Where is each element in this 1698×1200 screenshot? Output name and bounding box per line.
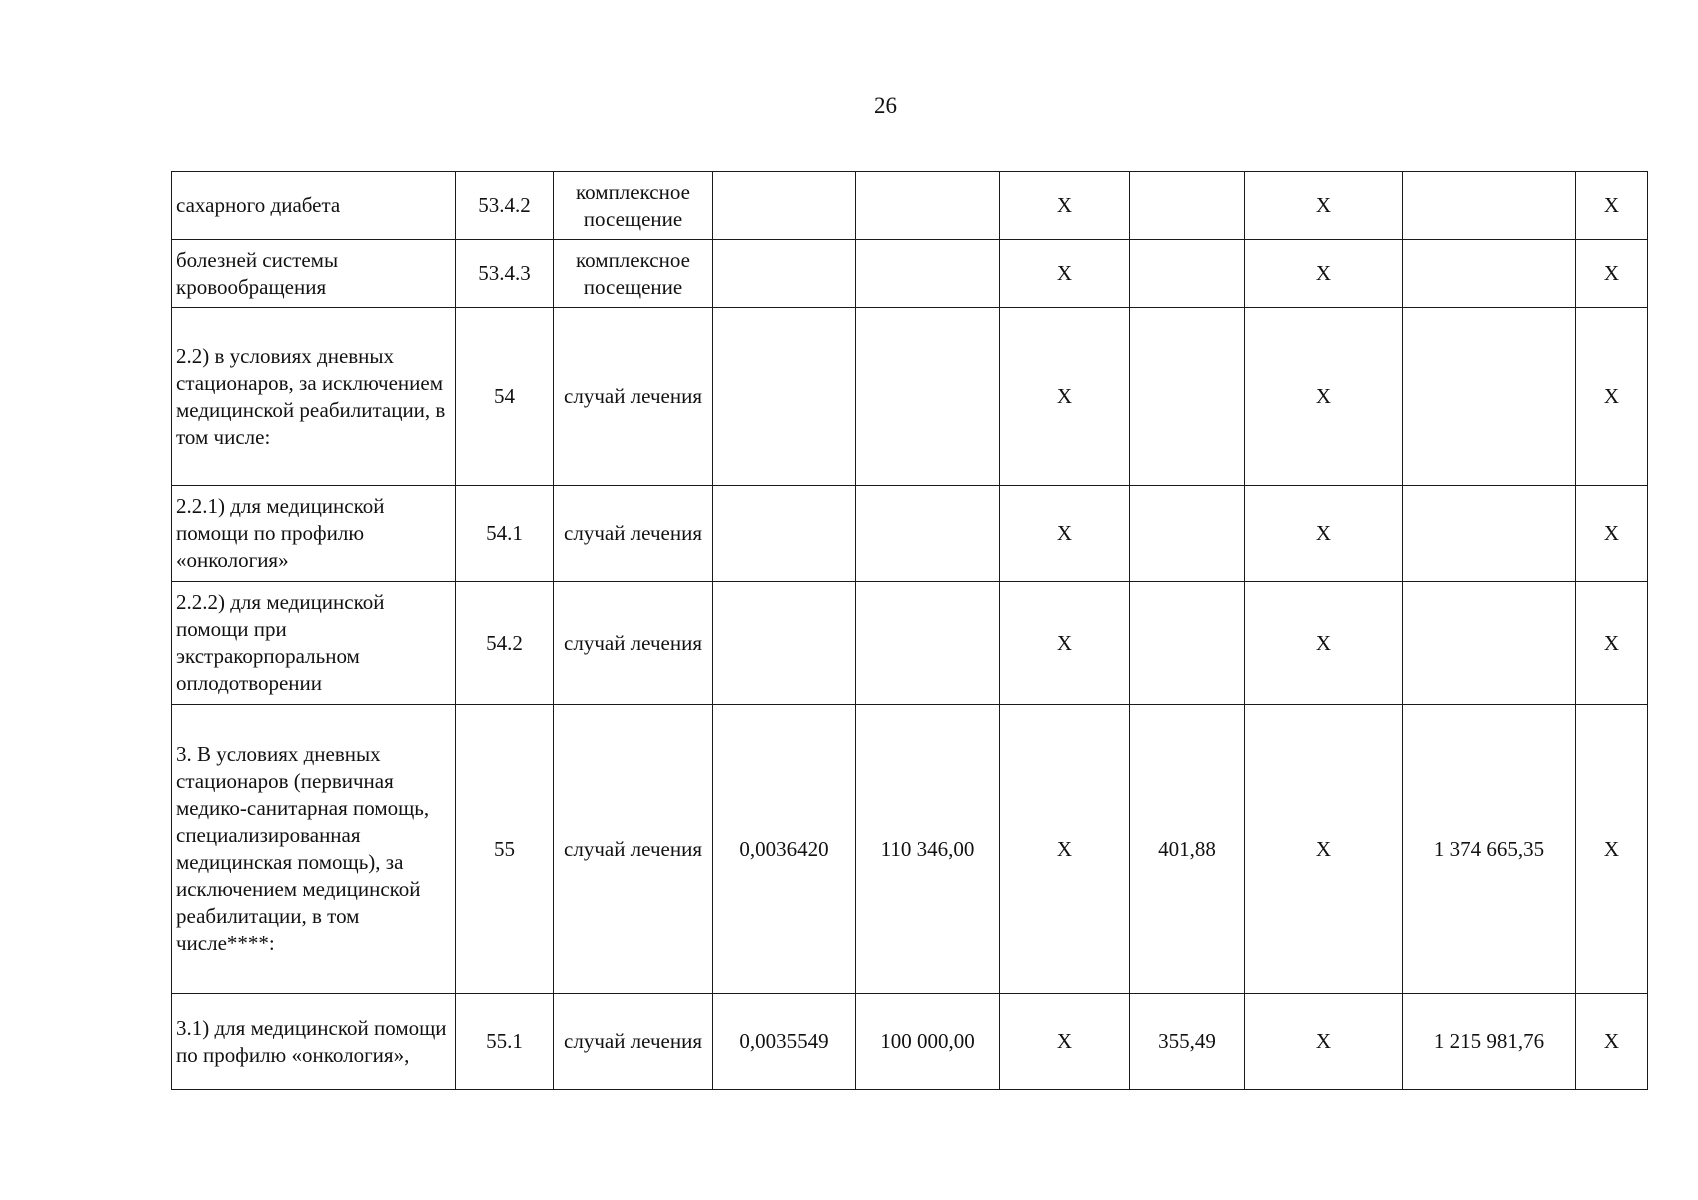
row-x3: X bbox=[1576, 172, 1648, 240]
row-name: 3. В условиях дневных стационаров (первичная медико-санитарная помощь, специализированная медицинская помощь), за исключением медицинской реабилитации, в том числе****: bbox=[172, 705, 456, 994]
row-x3: X bbox=[1576, 308, 1648, 486]
row-code: 54 bbox=[456, 308, 554, 486]
row-x3: X bbox=[1576, 994, 1648, 1090]
page-number: 26 bbox=[874, 93, 897, 118]
row-total bbox=[1403, 172, 1576, 240]
row-x3: X bbox=[1576, 486, 1648, 582]
row-code: 53.4.3 bbox=[456, 240, 554, 308]
table-row bbox=[172, 240, 1648, 308]
row-name: 2.2) в условиях дневных стационаров, за исключением медицинской реабилитации, в том числе: bbox=[172, 308, 456, 486]
row-code: 54.2 bbox=[456, 582, 554, 705]
table-row bbox=[172, 705, 1648, 994]
row-x3: X bbox=[1576, 582, 1648, 705]
row-name: болезней системы кровообращения bbox=[172, 240, 456, 308]
row-cost: 110 346,00 bbox=[856, 705, 1000, 994]
row-code: 54.1 bbox=[456, 486, 554, 582]
row-unit: случай лечения bbox=[554, 486, 713, 582]
row-x1: X bbox=[1000, 486, 1130, 582]
row-total bbox=[1403, 582, 1576, 705]
row-total: 1 215 981,76 bbox=[1403, 994, 1576, 1090]
row-cost: 100 000,00 bbox=[856, 994, 1000, 1090]
row-total bbox=[1403, 308, 1576, 486]
row-x1: X bbox=[1000, 994, 1130, 1090]
row-cost bbox=[856, 172, 1000, 240]
row-x2: X bbox=[1245, 705, 1403, 994]
row-per-capita bbox=[1130, 486, 1245, 582]
row-total bbox=[1403, 240, 1576, 308]
row-x2: X bbox=[1245, 172, 1403, 240]
row-code: 55.1 bbox=[456, 994, 554, 1090]
row-name: 2.2.1) для медицинской помощи по профилю «онкология» bbox=[172, 486, 456, 582]
row-x1: X bbox=[1000, 582, 1130, 705]
row-norm bbox=[713, 172, 856, 240]
row-x2: X bbox=[1245, 308, 1403, 486]
row-x2: X bbox=[1245, 994, 1403, 1090]
row-unit: комплексное посещение bbox=[554, 240, 713, 308]
table-row bbox=[172, 582, 1648, 705]
row-per-capita bbox=[1130, 240, 1245, 308]
row-unit: случай лечения bbox=[554, 705, 713, 994]
row-x2: X bbox=[1245, 582, 1403, 705]
table-body bbox=[172, 172, 1648, 1090]
row-per-capita: 401,88 bbox=[1130, 705, 1245, 994]
row-name: 2.2.2) для медицинской помощи при экстракорпоральном оплодотворении bbox=[172, 582, 456, 705]
row-per-capita: 355,49 bbox=[1130, 994, 1245, 1090]
row-per-capita bbox=[1130, 582, 1245, 705]
row-x2: X bbox=[1245, 486, 1403, 582]
row-x1: X bbox=[1000, 172, 1130, 240]
table-row bbox=[172, 994, 1648, 1090]
row-cost bbox=[856, 582, 1000, 705]
row-norm: 0,0035549 bbox=[713, 994, 856, 1090]
row-total: 1 374 665,35 bbox=[1403, 705, 1576, 994]
table-row bbox=[172, 172, 1648, 240]
row-code: 53.4.2 bbox=[456, 172, 554, 240]
row-unit: случай лечения bbox=[554, 994, 713, 1090]
row-norm bbox=[713, 240, 856, 308]
row-cost bbox=[856, 240, 1000, 308]
table-row bbox=[172, 308, 1648, 486]
row-norm: 0,0036420 bbox=[713, 705, 856, 994]
row-code: 55 bbox=[456, 705, 554, 994]
row-unit: случай лечения bbox=[554, 308, 713, 486]
table-row bbox=[172, 486, 1648, 582]
row-norm bbox=[713, 308, 856, 486]
row-name: 3.1) для медицинской помощи по профилю «онкология», bbox=[172, 994, 456, 1090]
row-unit: комплексное посещение bbox=[554, 172, 713, 240]
row-x1: X bbox=[1000, 308, 1130, 486]
row-x1: X bbox=[1000, 705, 1130, 994]
row-per-capita bbox=[1130, 308, 1245, 486]
row-norm bbox=[713, 486, 856, 582]
row-x1: X bbox=[1000, 240, 1130, 308]
row-cost bbox=[856, 486, 1000, 582]
row-total bbox=[1403, 486, 1576, 582]
row-x2: X bbox=[1245, 240, 1403, 308]
row-cost bbox=[856, 308, 1000, 486]
row-unit: случай лечения bbox=[554, 582, 713, 705]
row-name: сахарного диабета bbox=[172, 172, 456, 240]
row-x3: X bbox=[1576, 705, 1648, 994]
row-norm bbox=[713, 582, 856, 705]
row-per-capita bbox=[1130, 172, 1245, 240]
data-table bbox=[171, 171, 1648, 1090]
row-x3: X bbox=[1576, 240, 1648, 308]
